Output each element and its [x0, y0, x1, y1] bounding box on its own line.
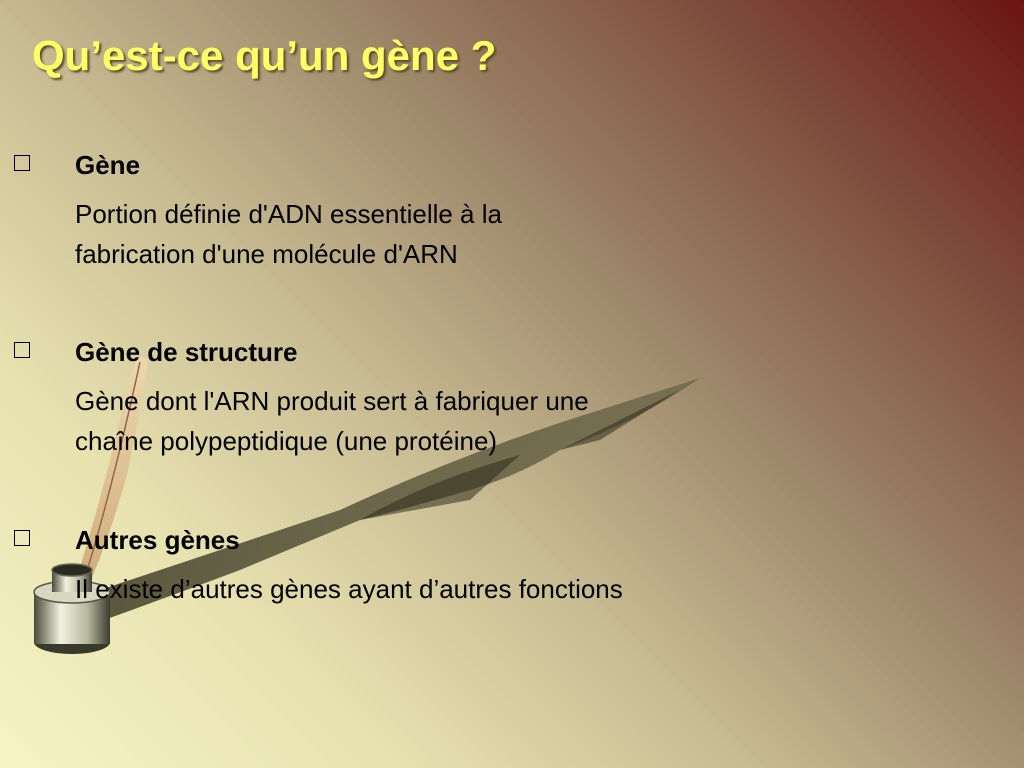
item-description [75, 381, 589, 461]
item-description [75, 569, 623, 609]
item-description-line: Il existe d’autres gènes ayant d’autres fonctions [75, 574, 623, 604]
item-heading: Autres gènes [75, 525, 240, 555]
empty-square-icon [14, 155, 30, 171]
empty-square-icon [14, 530, 30, 546]
item-heading: Gène de structure [75, 337, 298, 367]
item-description-line: Gène dont l'ARN produit sert à fabriquer une [75, 386, 589, 416]
item-description [75, 194, 502, 274]
slide-title: Qu’est-ce qu’un gène ? [32, 32, 497, 79]
empty-square-icon [14, 342, 30, 358]
item-heading: Gène [75, 150, 141, 180]
item-description-line: fabrication d'une molécule d'ARN [75, 239, 458, 269]
item-description-line: Portion définie d'ADN essentielle à la [75, 199, 502, 229]
item-description-line: chaîne polypeptidique (une protéine) [75, 426, 498, 456]
